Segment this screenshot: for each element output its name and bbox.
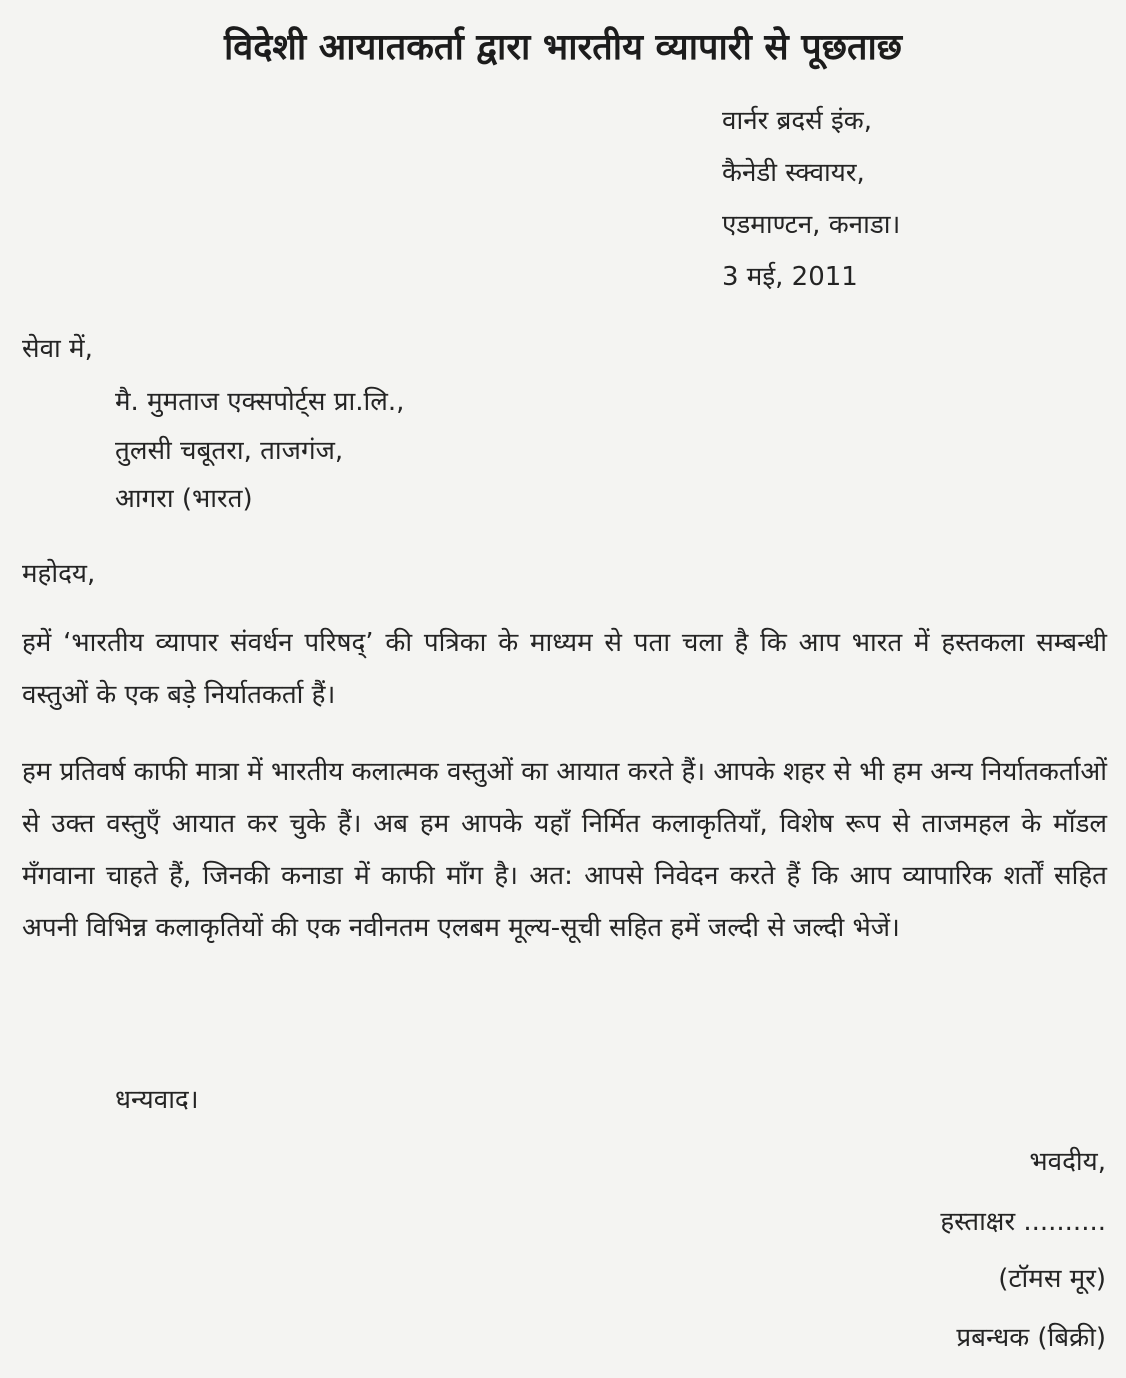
letter-date: 3 मई, 2011 bbox=[722, 262, 858, 292]
thanks-line: धन्यवाद। bbox=[115, 1085, 199, 1115]
closing-signature: हस्ताक्षर .......... bbox=[940, 1207, 1106, 1237]
recipient-city: आगरा (भारत) bbox=[115, 484, 253, 514]
letter-title: विदेशी आयातकर्ता द्वारा भारतीय व्यापारी से पूछताछ bbox=[223, 27, 903, 68]
greeting: महोदय, bbox=[22, 559, 96, 589]
closing-yours-faithfully: भवदीय, bbox=[1029, 1147, 1106, 1177]
recipient-street: तुलसी चबूतरा, ताजगंज, bbox=[115, 436, 344, 466]
recipient-salutation: सेवा में, bbox=[22, 334, 93, 364]
body-paragraph-1: हमें ‘भारतीय व्यापार संवर्धन परिषद्’ की पत्रिका के माध्यम से पता चला है कि आप भारत में हस्तकला सम्बन्धी वस्तुओं के एक बड़े निर्यातकर्ता हैं। bbox=[22, 628, 1107, 710]
recipient-company: मै. मुमताज एक्सपोर्ट्स प्रा.लि., bbox=[115, 387, 405, 417]
sender-company: वार्नर ब्रदर्स इंक, bbox=[722, 106, 873, 136]
sender-street: कैनेडी स्क्वायर, bbox=[722, 158, 865, 188]
sender-city: एडमाण्टन, कनाडा। bbox=[722, 210, 901, 240]
closing-designation: प्रबन्धक (बिक्री) bbox=[956, 1323, 1106, 1353]
body-paragraph-2: हम प्रतिवर्ष काफी मात्रा में भारतीय कलात्मक वस्तुओं का आयात करते हैं। आपके शहर से भी हम अन्य निर्यातकर्ताओं से उक्त वस्तुएँ आयात कर चुके हैं। अब हम आपके यहाँ निर्मित कलाकृतियाँ, विशेष रूप से ताजमहल के मॉडल मँगवाना चाहते हैं, जिनकी कनाडा में काफी माँग है। अत: आपसे निवेदन करते हैं कि आप व्यापारिक शर्तों सहित अपनी विभिन्न कलाकृतियों की एक नवीनतम एलबम मूल्य-सूची सहित हमें जल्दी से जल्दी भेजें। bbox=[22, 757, 1107, 943]
closing-name: (टॉमस मूर) bbox=[998, 1264, 1106, 1294]
